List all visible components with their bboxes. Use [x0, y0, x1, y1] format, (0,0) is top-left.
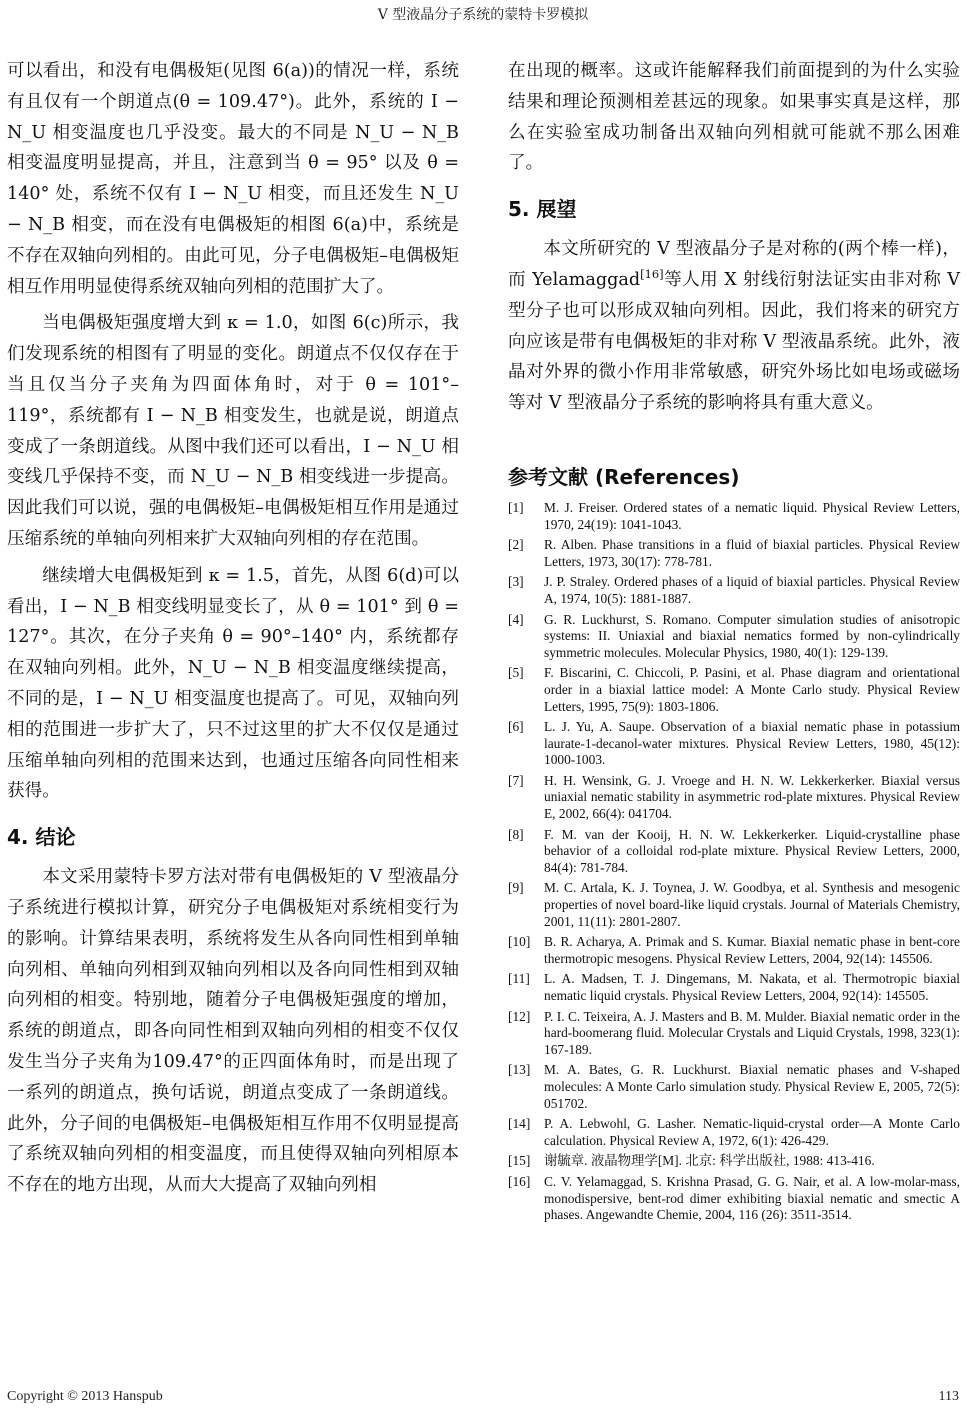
reference-text: P. I. C. Teixeira, A. J. Masters and B. M. Mulder. Biaxial nematic order in the hard-boomerang fluid. Molecular Crystals and Liquid Crystals, 1998, 323(1): 167-189. [544, 1008, 960, 1057]
reference-text: M. J. Freiser. Ordered states of a nematic liquid. Physical Review Letters, 1970, 24(19): 1041-1043. [544, 499, 960, 532]
reference-number: [6] [508, 719, 524, 735]
reference-item [508, 719, 960, 769]
section-4-heading: 4. 结论 [7, 825, 76, 850]
reference-item [508, 612, 960, 662]
reference-item [508, 1009, 960, 1059]
reference-text: G. R. Luckhurst, S. Romano. Computer simulation studies of anisotropic systems: II. Uniaxial and biaxial nematics formed by non-cylindrically symmetric molecules. Molecular Physics, 1980, 40(1): 129-139. [544, 611, 960, 660]
reference-text: L. J. Yu, A. Saupe. Observation of a biaxial nematic phase in potassium laurate-1-decanol-water mixtures. Physical Review Letters, 1980, 45(12): 1000-1003. [544, 719, 960, 768]
reference-item [508, 880, 960, 930]
running-header: V 型液晶分子系统的蒙特卡罗模拟 [377, 7, 589, 23]
reference-item [508, 934, 960, 967]
right-column [508, 56, 960, 1228]
reference-text: R. Alben. Phase transitions in a fluid of biaxial particles. Physical Review Letters, 1973, 30(17): 778-781. [544, 537, 960, 569]
reference-text: F. M. van der Kooij, H. N. W. Lekkerkerker. Liquid-crystalline phase behavior of a colloidal rod-plate mixture. Physical Review Letters, 2000, 84(4): 781-784. [544, 826, 960, 875]
reference-text: P. A. Lebwohl, G. Lasher. Nematic-liquid-crystal order—A Monte Carlo calculation. Physical Review A, 1972, 6(1): 426-429. [544, 1116, 960, 1148]
reference-number: [10] [508, 934, 531, 950]
reference-item [508, 1153, 960, 1170]
reference-text: B. R. Acharya, A. Primak and S. Kumar. Biaxial nematic phase in bent-core thermotropic mesogens. Physical Review Letters, 2004, 92(14): 145506. [544, 934, 960, 966]
reference-number: [3] [508, 574, 524, 590]
reference-list [508, 500, 960, 1224]
reference-number: [2] [508, 537, 524, 553]
paragraph-6-part-a: 本文所研究的 V 型液晶分子是对称的(两个棒一样)，而 Yelamaggad [508, 239, 960, 290]
reference-number: [11] [508, 971, 530, 987]
citation-16: [16] [640, 267, 664, 282]
reference-text: 谢毓章. 液晶物理学[M]. 北京: 科学出版社, 1988: 413-416. [544, 1153, 875, 1169]
reference-item [508, 665, 960, 715]
reference-number: [12] [508, 1008, 531, 1024]
page-footer [0, 1389, 966, 1409]
paragraph-3: 继续增大电偶极矩到 κ = 1.5，首先，从图 6(d)可以看出，I − N_B 相变线明显变长了，从 θ = 101° 到 θ = 127°。其次，在分子夹角 θ = 90°–140° 内，系统都存在双轴向列相。此外，N_U − N_B 相变温度继续提高，不同的是，I − N_U 相变温度也提高了。可见，双轴向列相的范围进一步扩大了，只不过这里的扩大不仅仅是通过压缩单轴向列相的范围来达到，也通过压缩各向同性相来获得。 [7, 565, 459, 802]
paragraph-6 [508, 234, 960, 419]
paragraph-6-part-b: 等人用 X 射线衍射法证实由非对称 V 型分子也可以形成双轴向列相。因此，我们将来的研究方向应该是带有电偶极矩的非对称 V 型液晶系统。此外，液晶对外界的微小作用非常敏感，研究外场比如电场或磁场等对 V 型液晶分子系统的影响将具有重大意义。 [508, 269, 961, 414]
reference-item [508, 971, 960, 1004]
reference-number: [8] [508, 826, 524, 842]
reference-text: L. A. Madsen, T. J. Dingemans, M. Nakata, et al. Thermotropic biaxial nematic liquid crystals. Physical Review Letters, 2004, 92(14): 145505. [544, 971, 960, 1003]
references-heading: 参考文献 (References) [508, 464, 740, 489]
reference-number: [13] [508, 1062, 531, 1078]
reference-item [508, 1116, 960, 1149]
reference-item [508, 537, 960, 570]
paragraph-1: 可以看出，和没有电偶极矩(见图 6(a))的情况一样，系统有且仅有一个朗道点(θ = 109.47°)。此外，系统的 I − N_U 相变温度也几乎没变。最大的不同是 N_U − N_B 相变温度明显提高，并且，注意到当 θ = 95° 以及 θ = 140° 处，系统不仅有 I − N_U 相变，而且还发生 N_U − N_B 相变，而在没有电偶极矩的相图 6(a)中，系统是不存在双轴向列相的。由此可见，分子电偶极矩–电偶极矩相互作用明显使得系统双轴向列相的范围扩大了。 [7, 61, 459, 297]
reference-text: M. A. Bates, G. R. Luckhurst. Biaxial nematic phases and V-shaped molecules: A Monte Carlo simulation study. Physical Review E, 2005, 72(5): 051702. [544, 1062, 960, 1111]
reference-item [508, 500, 960, 533]
reference-item [508, 1174, 960, 1224]
reference-number: [1] [508, 499, 524, 515]
reference-number: [15] [508, 1153, 531, 1169]
reference-text: C. V. Yelamaggad, S. Krishna Prasad, G. G. Nair, et al. A low-molar-mass, monodispersive, bent-rod dimer exhibiting biaxial nematic and smectic A phases. Angewandte Chemie, 2004, 116 (26): 3511-3514. [544, 1173, 960, 1223]
reference-text: F. Biscarini, C. Chiccoli, P. Pasini, et al. Phase diagram and orientational order in a biaxial lattice model: A Monte Carlo study. Physical Review Letters, 1995, 75(9): 1803-1806. [544, 665, 960, 714]
paragraph-5: 在出现的概率。这或许能解释我们前面提到的为什么实验结果和理论预测相差甚远的现象。如果事实真是这样，那么在实验室成功制备出双轴向列相就可能就不那么困难了。 [508, 61, 960, 174]
reference-item [508, 1062, 960, 1112]
reference-number: [5] [508, 665, 524, 681]
reference-text: J. P. Straley. Ordered phases of a liquid of biaxial particles. Physical Review A, 1974, 10(5): 1881-1887. [544, 574, 960, 606]
reference-text: H. H. Wensink, G. J. Vroege and H. N. W. Lekkerkerker. Biaxial versus uniaxial nematic stability in asymmetric rod-plate mixtures. Physical Review E, 2002, 66(4): 041704. [544, 772, 960, 822]
reference-number: [7] [508, 772, 524, 788]
reference-item [508, 574, 960, 607]
reference-text: M. C. Artala, K. J. Toynea, J. W. Goodbya, et al. Synthesis and mesogenic properties of novel board-like liquid crystals. Journal of Materials Chemistry, 2001, 11(11): 2801-2807. [544, 880, 960, 929]
paragraph-2: 当电偶极矩强度增大到 κ = 1.0，如图 6(c)所示，我们发现系统的相图有了明显的变化。朗道点不仅仅存在于当且仅当分子夹角为四面体角时，对于 θ = 101°–119°，系统都有 I − N_B 相变发生，也就是说，朗道点变成了一条朗道线。从图中我们还可以看出，I − N_U 相变线几乎保持不变，而 N_U − N_B 相变线进一步提高。因此我们可以说，强的电偶极矩–电偶极矩相互作用是通过压缩系统的单轴向列相来扩大双轴向列相的存在范围。 [7, 313, 459, 549]
reference-item [508, 773, 960, 823]
paragraph-4: 本文采用蒙特卡罗方法对带有电偶极矩的 V 型液晶分子系统进行模拟计算，研究分子电偶极矩对系统相变行为的影响。计算结果表明，系统将发生从各向同性相到单轴向列相、单轴向列相到双轴向列相以及各向同性相到双轴向列相的相变。特别地，随着分子电偶极矩强度的增加，系统的朗道点，即各向同性相到双轴向列相的相变不仅仅发生当分子夹角为109.47°的正四面体角时，而是出现了一系列的朗道点，换句话说，朗道点变成了一条朗道线。此外，分子间的电偶极矩–电偶极矩相互作用不仅明显提高了系统双轴向列相的相变温度，而且使得双轴向列相原本不存在的地方出现，从而大大提高了双轴向列相 [7, 867, 459, 1196]
reference-number: [16] [508, 1173, 531, 1189]
left-column [7, 56, 459, 1207]
copyright-notice: Copyright © 2013 Hanspub [7, 1389, 163, 1404]
page-number: 113 [938, 1389, 959, 1404]
reference-number: [9] [508, 880, 524, 896]
reference-number: [14] [508, 1116, 531, 1132]
reference-number: [4] [508, 611, 524, 627]
reference-item [508, 827, 960, 877]
section-5-heading: 5. 展望 [508, 197, 577, 222]
